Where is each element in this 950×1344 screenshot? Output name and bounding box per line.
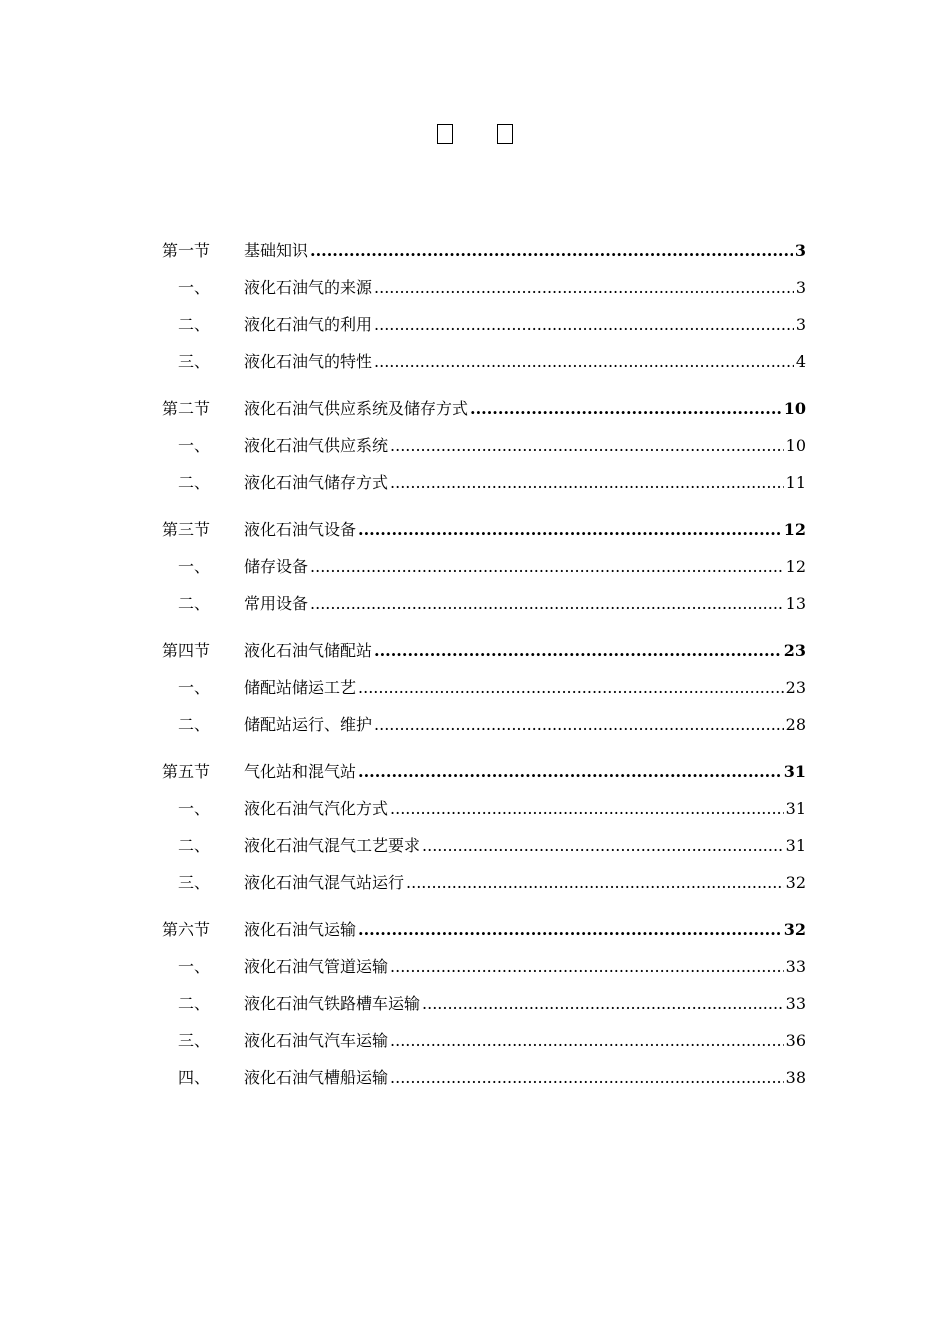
toc-page-number: 36 xyxy=(785,1031,806,1050)
toc-page-number: 12 xyxy=(783,520,806,539)
toc-subsection-entry[interactable] xyxy=(162,790,806,827)
toc-dot-leader xyxy=(374,632,782,669)
toc-entry-label: 液化石油气管道运输 xyxy=(244,957,389,976)
toc-entry-label: 储存设备 xyxy=(244,557,309,576)
toc-dot-leader xyxy=(470,390,782,427)
toc-entry-number: 二、 xyxy=(178,715,211,734)
toc-entry-label: 储配站运行、维护 xyxy=(244,715,373,734)
toc-entry-number: 第一节 xyxy=(162,241,211,260)
toc-dot-leader xyxy=(390,948,784,985)
toc-entry-number: 第二节 xyxy=(162,399,211,418)
toc-page-number: 4 xyxy=(795,352,806,371)
toc-entry-number: 一、 xyxy=(178,557,211,576)
toc-entry-number: 二、 xyxy=(178,594,211,613)
toc-dot-leader xyxy=(374,706,784,743)
toc-dot-leader xyxy=(358,511,782,548)
toc-page-number: 31 xyxy=(785,836,806,855)
toc-dot-leader xyxy=(310,585,784,622)
toc-subsection-entry[interactable] xyxy=(162,1022,806,1059)
toc-page-number: 3 xyxy=(795,278,806,297)
toc-entry-label: 液化石油气设备 xyxy=(244,520,357,539)
toc-dot-leader xyxy=(422,827,784,864)
toc-subsection-entry[interactable] xyxy=(162,1059,806,1096)
toc-section-entry[interactable] xyxy=(162,232,806,269)
toc-subsection-entry[interactable] xyxy=(162,464,806,501)
toc-entry-number: 第四节 xyxy=(162,641,211,660)
toc-dot-leader xyxy=(374,269,794,306)
toc-entry-number: 二、 xyxy=(178,473,211,492)
toc-entry-number: 三、 xyxy=(178,352,211,371)
toc-dot-leader xyxy=(422,985,784,1022)
toc-dot-leader xyxy=(406,864,784,901)
toc-entry-label: 液化石油气供应系统及储存方式 xyxy=(244,399,469,418)
toc-entry-number: 四、 xyxy=(178,1068,211,1087)
toc-dot-leader xyxy=(310,548,784,585)
toc-entry-label: 液化石油气汽车运输 xyxy=(244,1031,389,1050)
toc-section-entry[interactable] xyxy=(162,911,806,948)
toc-entry-label: 液化石油气运输 xyxy=(244,920,357,939)
toc-title xyxy=(0,120,950,144)
toc-entry-number: 二、 xyxy=(178,315,211,334)
toc-page-number: 13 xyxy=(785,594,806,613)
toc-subsection-entry[interactable] xyxy=(162,827,806,864)
toc-page-number: 38 xyxy=(785,1068,806,1087)
toc-page-number: 10 xyxy=(785,436,806,455)
toc-entry-number: 三、 xyxy=(178,1031,211,1050)
toc-page-number: 33 xyxy=(785,994,806,1013)
toc-page-number: 3 xyxy=(794,241,806,260)
toc-entry-label: 气化站和混气站 xyxy=(244,762,357,781)
toc-entry-label: 液化石油气储配站 xyxy=(244,641,373,660)
toc-dot-leader xyxy=(310,232,793,269)
toc-entry-number: 一、 xyxy=(178,278,211,297)
table-of-contents xyxy=(162,232,806,1096)
toc-page-number: 28 xyxy=(785,715,806,734)
toc-subsection-entry[interactable] xyxy=(162,548,806,585)
toc-dot-leader xyxy=(358,669,784,706)
toc-entry-label: 液化石油气的利用 xyxy=(244,315,373,334)
toc-page-number: 10 xyxy=(783,399,806,418)
toc-subsection-entry[interactable] xyxy=(162,706,806,743)
title-char-1 xyxy=(437,124,453,144)
toc-page-number: 11 xyxy=(785,473,806,492)
toc-entry-number: 一、 xyxy=(178,799,211,818)
toc-dot-leader xyxy=(390,790,784,827)
toc-page-number: 3 xyxy=(795,315,806,334)
title-char-2 xyxy=(497,124,513,144)
toc-subsection-entry[interactable] xyxy=(162,948,806,985)
toc-page-number: 12 xyxy=(785,557,806,576)
toc-page-number: 31 xyxy=(783,762,806,781)
toc-entry-number: 一、 xyxy=(178,436,211,455)
toc-subsection-entry[interactable] xyxy=(162,343,806,380)
toc-entry-label: 液化石油气供应系统 xyxy=(244,436,389,455)
toc-entry-label: 液化石油气汽化方式 xyxy=(244,799,389,818)
toc-subsection-entry[interactable] xyxy=(162,269,806,306)
toc-entry-label: 液化石油气储存方式 xyxy=(244,473,389,492)
toc-entry-label: 液化石油气混气站运行 xyxy=(244,873,405,892)
toc-page-number: 23 xyxy=(785,678,806,697)
toc-subsection-entry[interactable] xyxy=(162,985,806,1022)
toc-subsection-entry[interactable] xyxy=(162,864,806,901)
toc-subsection-entry[interactable] xyxy=(162,427,806,464)
toc-dot-leader xyxy=(374,343,794,380)
toc-subsection-entry[interactable] xyxy=(162,306,806,343)
toc-entry-label: 液化石油气混气工艺要求 xyxy=(244,836,421,855)
toc-dot-leader xyxy=(358,753,782,790)
toc-subsection-entry[interactable] xyxy=(162,585,806,622)
toc-section-entry[interactable] xyxy=(162,390,806,427)
toc-entry-number: 二、 xyxy=(178,994,211,1013)
toc-dot-leader xyxy=(358,911,782,948)
toc-entry-label: 液化石油气槽船运输 xyxy=(244,1068,389,1087)
toc-dot-leader xyxy=(390,427,784,464)
toc-dot-leader xyxy=(390,1022,784,1059)
toc-entry-number: 一、 xyxy=(178,678,211,697)
toc-page-number: 33 xyxy=(785,957,806,976)
toc-entry-label: 常用设备 xyxy=(244,594,309,613)
toc-entry-number: 二、 xyxy=(178,836,211,855)
toc-section-entry[interactable] xyxy=(162,753,806,790)
toc-page-number: 32 xyxy=(785,873,806,892)
toc-entry-number: 第六节 xyxy=(162,920,211,939)
toc-entry-label: 基础知识 xyxy=(244,241,309,260)
toc-dot-leader xyxy=(390,1059,784,1096)
toc-page-number: 23 xyxy=(783,641,806,660)
toc-dot-leader xyxy=(374,306,794,343)
toc-entry-number: 第五节 xyxy=(162,762,211,781)
toc-section-entry[interactable] xyxy=(162,632,806,669)
toc-entry-label: 储配站储运工艺 xyxy=(244,678,357,697)
toc-entry-label: 液化石油气的来源 xyxy=(244,278,373,297)
toc-entry-label: 液化石油气的特性 xyxy=(244,352,373,371)
toc-page-number: 31 xyxy=(785,799,806,818)
toc-entry-number: 三、 xyxy=(178,873,211,892)
toc-dot-leader xyxy=(390,464,784,501)
toc-subsection-entry[interactable] xyxy=(162,669,806,706)
toc-entry-number: 第三节 xyxy=(162,520,211,539)
toc-page-number: 32 xyxy=(783,920,806,939)
toc-section-entry[interactable] xyxy=(162,511,806,548)
toc-entry-number: 一、 xyxy=(178,957,211,976)
toc-entry-label: 液化石油气铁路槽车运输 xyxy=(244,994,421,1013)
